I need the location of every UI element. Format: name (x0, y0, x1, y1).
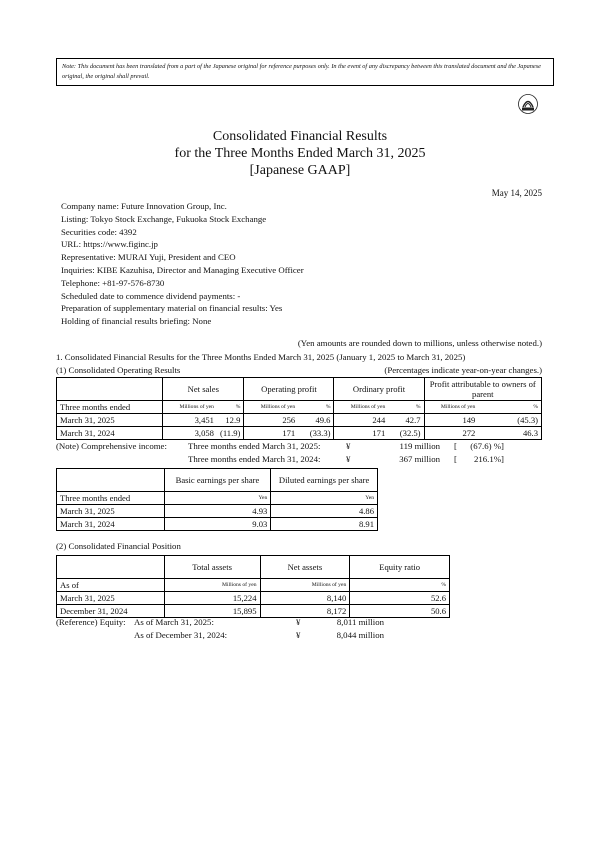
yen-rounding-note: (Yen amounts are rounded down to millions, unless otherwise noted.) (297, 338, 542, 348)
doc-title-line2: for the Three Months Ended March 31, 2025 (174, 146, 426, 161)
cell-value: 8,172 (260, 605, 350, 618)
percent-note: (Percentages indicate year-on-year changes.) (384, 365, 542, 375)
equity-amount-2024: 8,044 million (336, 630, 384, 640)
unit-label: Millions of yen (244, 401, 298, 414)
unit-label: % (388, 401, 424, 414)
unit-label: Millions of yen (164, 579, 260, 592)
ops-row-label-header: Three months ended (57, 401, 163, 414)
cell-value: 3,451 (163, 414, 217, 427)
info-company-name: Company name: Future Innovation Group, Inc. (61, 201, 227, 211)
eps-header-blank (57, 469, 165, 492)
ops-header-profit-owners: Profit attributable to owners of parent (424, 378, 541, 401)
ops-header-ordinary-profit: Ordinary profit (334, 378, 424, 401)
pos-header-net-assets: Net assets (260, 556, 350, 579)
cell-value: 4.86 (271, 505, 378, 518)
cell-value: (11.9) (217, 427, 244, 440)
section1-subtitle: (1) Consolidated Operating Results (56, 365, 181, 375)
info-url: URL: https://www.figinc.jp (61, 239, 158, 250)
row-label: March 31, 2025 (57, 505, 165, 518)
unit-label: % (217, 401, 244, 414)
cell-value: 12.9 (217, 414, 244, 427)
cell-value: 272 (424, 427, 478, 440)
equity-period-2025: As of March 31, 2025: (134, 617, 214, 627)
yen-sign: ¥ (296, 630, 301, 640)
cell-value: 171 (244, 427, 298, 440)
unit-label: % (350, 579, 450, 592)
translation-note: Note: This document has been translated from a part of the Japanese original for reference purposes only. In the event of any discrepancy between this translated document and the Japanese original, the original shall prevail. (56, 58, 554, 86)
info-dividend-date: Scheduled date to commence dividend payments: - (61, 290, 241, 301)
pos-header-blank (57, 556, 165, 579)
yen-sign: ¥ (296, 617, 301, 627)
cell-value: 42.7 (388, 414, 424, 427)
pos-header-total-assets: Total assets (164, 556, 260, 579)
cell-value: 8.91 (271, 518, 378, 531)
equity-amount-2025: 8,011 million (336, 617, 384, 627)
company-info (61, 200, 304, 328)
eps-header-diluted: Diluted earnings per share (271, 469, 378, 492)
info-securities-code: Securities code: 4392 (61, 226, 137, 237)
unit-label: Millions of yen (163, 401, 217, 414)
info-inquiries: Inquiries: KIBE Kazuhisa, Director and Managing Executive Officer (61, 264, 304, 275)
equity-label: (Reference) Equity: (56, 617, 126, 627)
comprehensive-period-2024: Three months ended March 31, 2024: (188, 454, 321, 464)
row-label: March 31, 2025 (57, 592, 165, 605)
table-row (57, 518, 378, 531)
operating-results-table (56, 377, 542, 440)
eps-row-label-header: Three months ended (57, 492, 165, 505)
cell-value: 3,058 (163, 427, 217, 440)
yen-sign: ¥ (346, 454, 351, 464)
equity-period-2024: As of December 31, 2024: (134, 630, 228, 640)
cell-value: 8,140 (260, 592, 350, 605)
cell-value: 171 (334, 427, 388, 440)
row-label: December 31, 2024 (57, 605, 165, 618)
ops-header-operating-profit: Operating profit (244, 378, 334, 401)
info-listing: Listing: Tokyo Stock Exchange, Fukuoka Stock Exchange (61, 213, 267, 224)
cell-value: 15,224 (164, 592, 260, 605)
cell-value: 46.3 (478, 427, 541, 440)
cell-value: 149 (424, 414, 478, 427)
row-label: March 31, 2024 (57, 518, 165, 531)
info-representative: Representative: MURAI Yuji, President and CEO (61, 252, 236, 263)
eps-table (56, 468, 378, 531)
cell-value: 9.03 (164, 518, 271, 531)
financial-position-table (56, 555, 450, 618)
cell-value: 15,895 (164, 605, 260, 618)
comprehensive-period-2025: Three months ended March 31, 2025: (188, 441, 321, 451)
table-row (57, 505, 378, 518)
unit-label: Millions of yen (334, 401, 388, 414)
doc-title-line3: [Japanese GAAP] (249, 163, 351, 178)
row-label: March 31, 2025 (57, 414, 163, 427)
fasf-logo (518, 94, 538, 114)
doc-title-line1: Consolidated Financial Results (212, 129, 388, 144)
cell-value: (32.5) (388, 427, 424, 440)
row-label: March 31, 2024 (57, 427, 163, 440)
cell-value: 256 (244, 414, 298, 427)
cell-value: 49.6 (298, 414, 334, 427)
table-row (57, 427, 542, 440)
info-telephone: Telephone: +81-97-576-8730 (61, 277, 165, 288)
comprehensive-pct-2024: 216.1%] (473, 454, 504, 464)
comprehensive-amount-2024: 367 million (399, 454, 440, 464)
unit-label: Yen (271, 492, 378, 505)
bracket: [ (454, 454, 457, 464)
unit-label: % (478, 401, 541, 414)
pos-row-label-header: As of (57, 579, 165, 592)
cell-value: (45.3) (478, 414, 541, 427)
release-date: May 14, 2025 (491, 188, 542, 198)
cell-value: 50.6 (350, 605, 450, 618)
ops-header-net-sales: Net sales (163, 378, 244, 401)
unit-label: Yen (164, 492, 271, 505)
eps-header-basic: Basic earnings per share (164, 469, 271, 492)
unit-label: Millions of yen (260, 579, 350, 592)
section2-title: (2) Consolidated Financial Position (56, 541, 181, 551)
cell-value: 52.6 (350, 592, 450, 605)
bracket: [ (454, 441, 457, 451)
comprehensive-pct-2025: (67.6) %] (470, 441, 504, 451)
section1-title: 1. Consolidated Financial Results for the Three Months Ended March 31, 2025 (January 1, 2025 to March 31, 2025) (56, 352, 466, 362)
ops-header-blank (57, 378, 163, 401)
info-briefing: Holding of financial results briefing: None (61, 316, 212, 327)
cell-value: 244 (334, 414, 388, 427)
comprehensive-label: (Note) Comprehensive income: (56, 441, 167, 451)
pos-header-equity-ratio: Equity ratio (350, 556, 450, 579)
cell-value: (33.3) (298, 427, 334, 440)
unit-label: % (298, 401, 334, 414)
info-supplementary: Preparation of supplementary material on financial results: Yes (61, 303, 283, 314)
table-row (57, 592, 450, 605)
unit-label: Millions of yen (424, 401, 478, 414)
table-row (57, 414, 542, 427)
cell-value: 4.93 (164, 505, 271, 518)
comprehensive-amount-2025: 119 million (399, 441, 440, 451)
yen-sign: ¥ (346, 441, 351, 451)
